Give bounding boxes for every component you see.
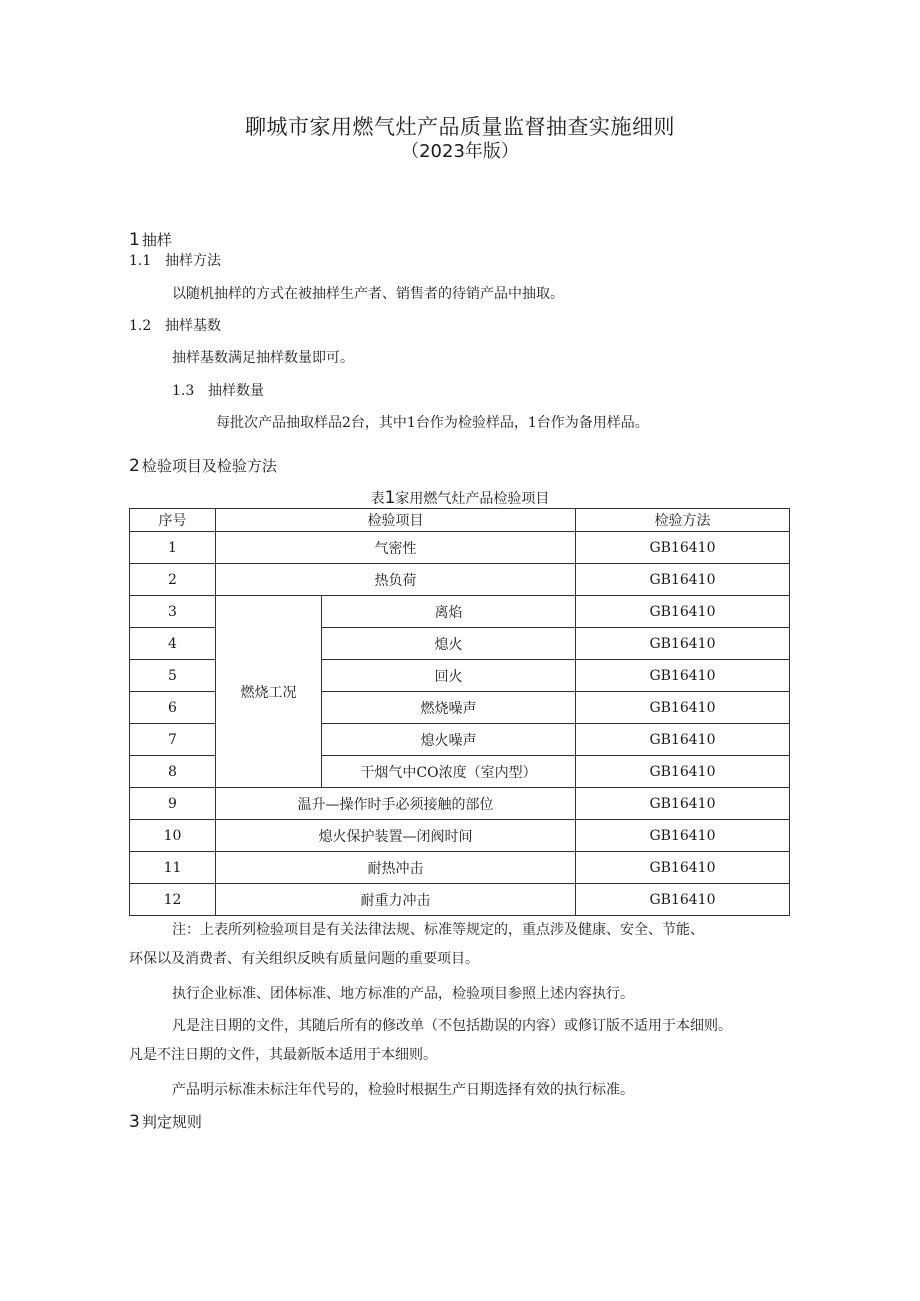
cell-no: 12 xyxy=(130,884,216,916)
table-header-row xyxy=(130,509,790,532)
note-1-line-2: 环保以及消费者、有关组织反映有质量问题的重要项目。 xyxy=(129,951,479,967)
subsection-1-2-heading xyxy=(129,315,221,335)
cell-item: 熄火噪声 xyxy=(322,724,576,756)
subsection-1-1-heading xyxy=(129,250,221,270)
table-caption xyxy=(0,488,920,508)
paragraph-sampling-base: 抽样基数满足抽样数量即可。 xyxy=(172,350,354,366)
note-2: 执行企业标准、团体标准、地方标准的产品，检验项目参照上述内容执行。 xyxy=(172,986,634,1002)
cell-no: 4 xyxy=(130,628,216,660)
table-row xyxy=(130,564,790,596)
section-1-heading xyxy=(129,229,172,250)
cell-no: 10 xyxy=(130,820,216,852)
cell-item: 耐热冲击 xyxy=(216,852,576,884)
subsection-number: 1.1 xyxy=(129,253,152,269)
table-row xyxy=(130,788,790,820)
table-row xyxy=(130,852,790,884)
cell-no: 11 xyxy=(130,852,216,884)
cell-no: 7 xyxy=(130,724,216,756)
document-subtitle: （2023年版） xyxy=(401,141,519,162)
subsection-title: 抽样数量 xyxy=(208,383,264,399)
cell-no: 1 xyxy=(130,532,216,564)
cell-no: 8 xyxy=(130,756,216,788)
cell-method: GB16410 xyxy=(576,692,790,724)
cell-item: 耐重力冲击 xyxy=(216,884,576,916)
note-1-line-1: 注：上表所列检验项目是有关法律法规、标准等规定的，重点涉及健康、安全、节能、 xyxy=(172,922,704,938)
caption-text: 家用燃气灶产品检验项目 xyxy=(395,491,550,507)
cell-method: GB16410 xyxy=(576,820,790,852)
section-number: 2 xyxy=(129,456,140,476)
table-row xyxy=(130,884,790,916)
cell-item: 回火 xyxy=(322,660,576,692)
note-3-line-1: 凡是注日期的文件，其随后所有的修改单（不包括勘误的内容）或修订版不适用于本细则。 xyxy=(172,1018,732,1034)
section-3-heading xyxy=(129,1111,202,1132)
caption-number: 1 xyxy=(384,488,396,508)
header-no: 序号 xyxy=(130,509,216,532)
header-item: 检验项目 xyxy=(216,509,576,532)
cell-method: GB16410 xyxy=(576,596,790,628)
cell-no: 3 xyxy=(130,596,216,628)
subsection-title: 抽样方法 xyxy=(165,253,221,269)
cell-item: 离焰 xyxy=(322,596,576,628)
cell-no: 2 xyxy=(130,564,216,596)
table-row xyxy=(130,596,790,628)
section-number: 3 xyxy=(129,1112,140,1132)
cell-no: 9 xyxy=(130,788,216,820)
cell-item: 熄火 xyxy=(322,628,576,660)
section-number: 1 xyxy=(129,230,140,250)
paragraph-sampling-quantity: 每批次产品抽取样品2台，其中1台作为检验样品，1台作为备用样品。 xyxy=(216,415,649,431)
note-3-line-2: 凡是不注日期的文件，其最新版本适用于本细则。 xyxy=(129,1047,437,1063)
cell-method: GB16410 xyxy=(576,564,790,596)
cell-method: GB16410 xyxy=(576,724,790,756)
cell-item: 气密性 xyxy=(216,532,576,564)
cell-item: 干烟气中CO浓度（室内型） xyxy=(322,756,576,788)
document-title: 聊城市家用燃气灶产品质量监督抽查实施细则 xyxy=(245,115,675,139)
cell-method: GB16410 xyxy=(576,660,790,692)
inspection-items-table xyxy=(129,508,790,916)
subsection-number: 1.2 xyxy=(129,318,152,334)
section-title: 检验项目及检验方法 xyxy=(141,457,277,475)
cell-method: GB16410 xyxy=(576,884,790,916)
section-title: 判定规则 xyxy=(141,1113,202,1131)
cell-item: 熄火保护装置—闭阀时间 xyxy=(216,820,576,852)
subsection-1-3-heading xyxy=(172,380,264,400)
section-title: 抽样 xyxy=(141,231,172,249)
cell-no: 6 xyxy=(130,692,216,724)
cell-method: GB16410 xyxy=(576,756,790,788)
cell-method: GB16410 xyxy=(576,628,790,660)
cell-item: 热负荷 xyxy=(216,564,576,596)
cell-group-combustion: 燃烧工况 xyxy=(216,596,322,788)
caption-prefix: 表 xyxy=(370,491,385,507)
subsection-title: 抽样基数 xyxy=(165,318,221,334)
subsection-number: 1.3 xyxy=(172,383,195,399)
cell-method: GB16410 xyxy=(576,788,790,820)
paragraph-sampling-method: 以随机抽样的方式在被抽样生产者、销售者的待销产品中抽取。 xyxy=(172,286,564,302)
note-4: 产品明示标准未标注年代号的，检验时根据生产日期选择有效的执行标准。 xyxy=(172,1082,634,1098)
header-method: 检验方法 xyxy=(576,509,790,532)
cell-no: 5 xyxy=(130,660,216,692)
cell-item: 温升—操作时手必须接触的部位 xyxy=(216,788,576,820)
section-2-heading xyxy=(129,455,277,476)
table-row xyxy=(130,820,790,852)
cell-method: GB16410 xyxy=(576,852,790,884)
cell-method: GB16410 xyxy=(576,532,790,564)
table-row xyxy=(130,532,790,564)
cell-item: 燃烧噪声 xyxy=(322,692,576,724)
